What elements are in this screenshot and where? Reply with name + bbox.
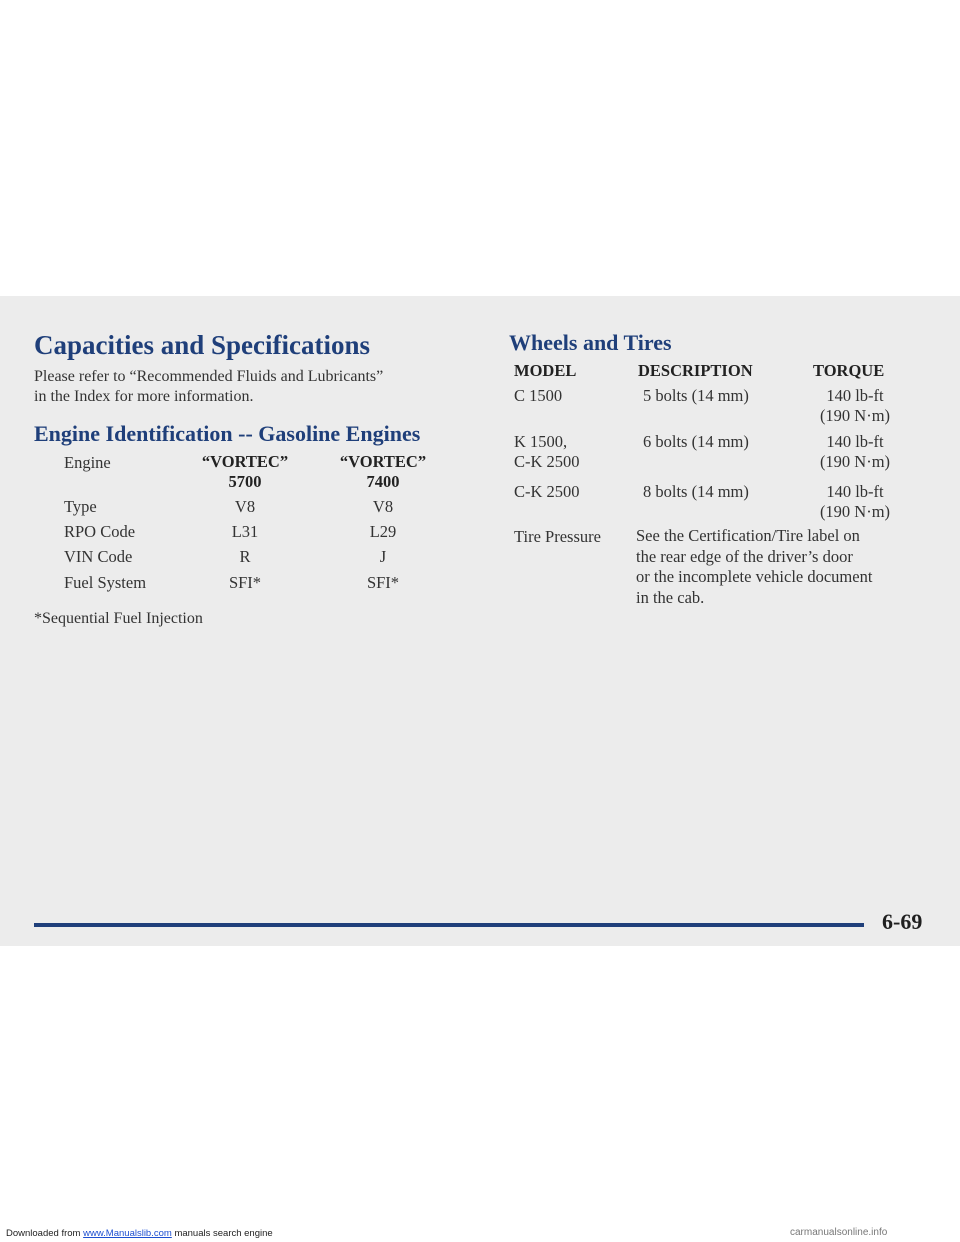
table-row-label: Fuel System [64,573,147,592]
engine-col1-header: “VORTEC” 5700 [201,452,289,491]
description-cell: 6 bolts (14 mm) [643,432,749,451]
table-cell: R [239,547,251,566]
description-cell: 8 bolts (14 mm) [643,482,749,501]
header-model: MODEL [514,361,577,380]
download-footer: Downloaded from www.Manualslib.com manuals search engine [6,1228,273,1239]
torque-cell: 140 lb-ft (190 N·m) [819,386,891,425]
page-title: Capacities and Specifications [34,330,371,360]
footnote: *Sequential Fuel Injection [34,610,203,627]
table-cell: V8 [234,497,256,516]
model-cell: C-K 2500 [514,482,580,501]
table-cell: V8 [372,497,394,516]
table-row-label: VIN Code [64,547,133,566]
torque-cell: 140 lb-ft (190 N·m) [819,432,891,471]
footer-rule [34,923,864,927]
torque-cell: 140 lb-ft (190 N·m) [819,482,891,521]
page-number: 6-69 [882,909,923,934]
engine-header-label: Engine [64,453,111,472]
table-cell: J [379,547,387,566]
intro-text: Please refer to “Recommended Fluids and Lubricants” in the Index for more information. [34,368,384,405]
header-torque: TORQUE [813,361,885,380]
wheels-section-title: Wheels and Tires [509,330,672,355]
engine-col2-header: “VORTEC” 7400 [339,452,427,491]
model-cell: C 1500 [514,386,563,405]
manualslib-link[interactable]: www.Manualslib.com [83,1228,172,1239]
table-cell: L29 [369,522,397,541]
header-description: DESCRIPTION [638,361,753,380]
engine-section-title: Engine Identification -- Gasoline Engines [34,421,421,446]
table-row-label: RPO Code [64,522,136,541]
model-cell: K 1500, C-K 2500 [514,432,580,471]
description-cell: 5 bolts (14 mm) [643,386,749,405]
table-cell: SFI* [228,573,262,592]
tire-pressure-text: See the Certification/Tire label on the rear edge of the driver’s door or the incomplete vehicle document in the cab. [636,526,873,607]
table-row-label: Type [64,497,97,516]
table-cell: L31 [231,522,259,541]
tire-pressure-label: Tire Pressure [514,527,601,546]
table-cell: SFI* [366,573,400,592]
watermark: carmanualsonline.info [790,1227,888,1238]
